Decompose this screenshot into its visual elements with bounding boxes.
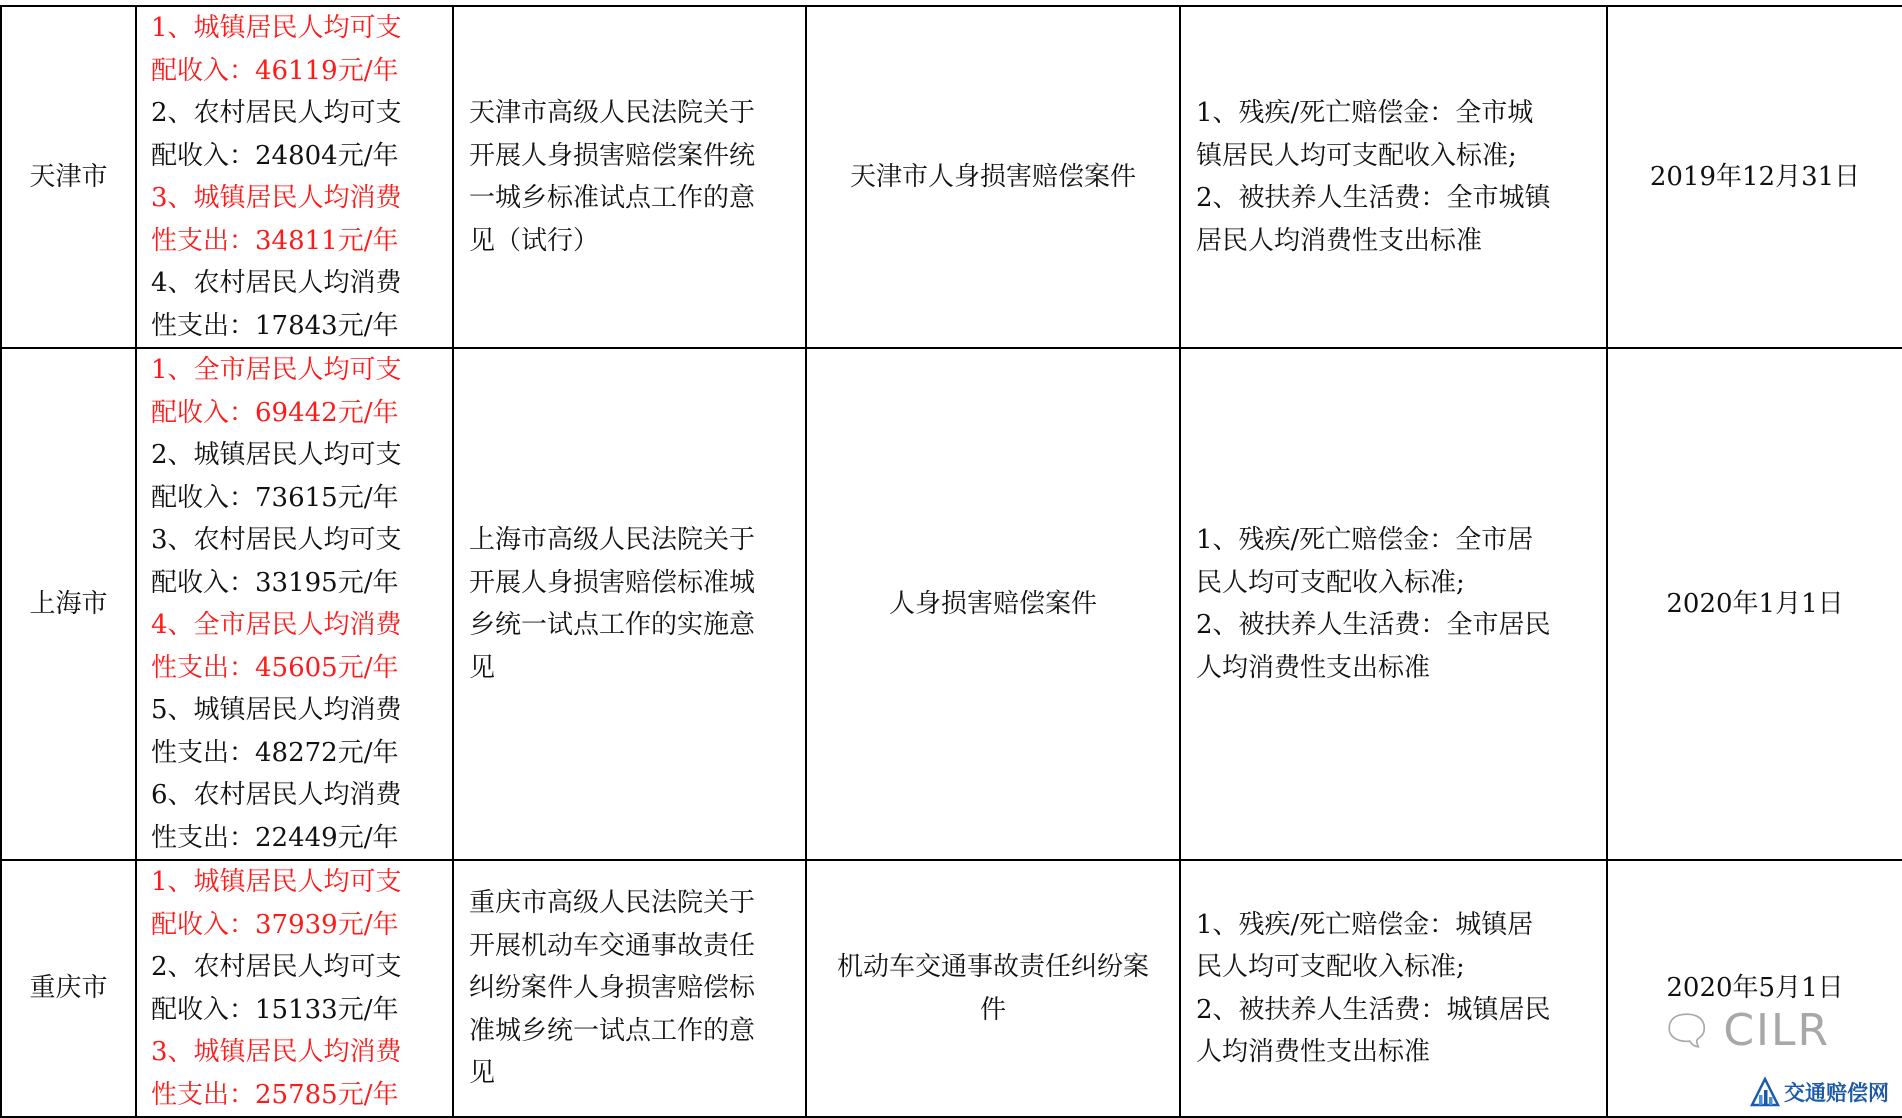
highlighted-stat-line: 4、全市居民人均消费 [151, 610, 402, 640]
stat-line: 配收入：33195元/年 [151, 567, 399, 598]
applicable-scope-cell [806, 860, 1180, 1117]
highlighted-stat-line: 性支出：45605元/年 [151, 652, 399, 683]
wechat-bubbles-icon: 🗨 [1660, 1005, 1714, 1055]
watermark-text: CILR [1723, 1005, 1831, 1056]
document-title-line: 天津市高级人民法院关于 [469, 98, 756, 128]
table-row [1, 860, 1902, 1117]
effective-date: 2020年5月1日 [1666, 973, 1844, 1004]
stat-line: 配收入：24804元/年 [151, 140, 399, 171]
standard-line: 居民人均消费性支出标准 [1196, 225, 1483, 256]
table-row [1, 348, 1902, 860]
stat-line: 性支出：48272元/年 [151, 737, 399, 768]
standard-line: 1、残疾/死亡赔偿金：全市居 [1196, 525, 1534, 555]
standard-line: 2、被扶养人生活费：全市城镇 [1196, 183, 1551, 213]
highlighted-stat-line: 性支出：25785元/年 [151, 1079, 399, 1110]
effective-date-cell [1607, 6, 1902, 348]
document-title-line: 上海市高级人民法院关于 [469, 525, 756, 555]
stat-line: 配收入：73615元/年 [151, 482, 399, 513]
site-logo-text: 交通赔偿网 [1784, 1081, 1889, 1105]
standard-line: 人均消费性支出标准 [1196, 1037, 1431, 1067]
effective-date: 2020年1月1日 [1666, 588, 1844, 619]
stat-line: 2、城镇居民人均可支 [151, 440, 402, 470]
effective-date: 2019年12月31日 [1649, 161, 1861, 192]
highlighted-stat-line: 1、城镇居民人均可支 [151, 867, 402, 897]
stat-line: 2、农村居民人均可支 [151, 952, 402, 982]
standard-line: 1、残疾/死亡赔偿金：城镇居 [1196, 909, 1534, 940]
document-title-line: 乡统一试点工作的实施意 [469, 610, 756, 640]
income-stats-cell [136, 348, 453, 860]
compensation-standards-table [0, 5, 1902, 1118]
document-title-line: 开展机动车交通事故责任 [469, 930, 756, 961]
document-title-line: 见 [469, 1058, 496, 1089]
document-title-line: 重庆市高级人民法院关于 [469, 888, 756, 919]
table-row [1, 6, 1902, 348]
scope-line: 机动车交通事故责任纠纷案 [836, 952, 1149, 982]
document-title-line: 开展人身损害赔偿标准城 [469, 567, 756, 598]
city-cell [1, 348, 136, 860]
highlighted-stat-line: 性支出：34811元/年 [151, 225, 399, 256]
highlighted-stat-line: 配收入：46119元/年 [151, 55, 399, 86]
document-title-line: 纠纷案件人身损害赔偿标 [469, 973, 756, 1004]
site-logo [1750, 1075, 1889, 1109]
city-name: 重庆市 [29, 973, 108, 1004]
applicable-scope-cell [806, 348, 1180, 860]
stat-line: 配收入：15133元/年 [151, 994, 399, 1025]
stat-line: 5、城镇居民人均消费 [151, 695, 402, 725]
effective-date-cell [1607, 348, 1902, 860]
watermark [1660, 1005, 1830, 1056]
document-title-line: 一城乡标准试点工作的意 [469, 183, 756, 213]
scope-line: 件 [979, 994, 1006, 1025]
city-name: 天津市 [29, 161, 108, 192]
table-body [1, 6, 1902, 1117]
stat-line: 4、农村居民人均消费 [151, 268, 402, 298]
policy-document-cell [453, 860, 806, 1117]
policy-document-cell [453, 348, 806, 860]
bar-chart-logo-icon [1750, 1075, 1780, 1109]
standard-line: 民人均可支配收入标准; [1196, 567, 1465, 598]
compensation-standard-cell [1180, 348, 1607, 860]
document-title-line: 见 [469, 652, 496, 683]
stat-line: 6、农村居民人均消费 [151, 780, 402, 810]
document-title-line: 开展人身损害赔偿案件统 [469, 140, 756, 171]
stat-line: 性支出：17843元/年 [151, 310, 399, 341]
scope-line: 人身损害赔偿案件 [888, 588, 1097, 619]
income-stats-cell [136, 6, 453, 348]
highlighted-stat-line: 3、城镇居民人均消费 [151, 1037, 402, 1067]
highlighted-stat-line: 配收入：69442元/年 [151, 397, 399, 428]
standard-line: 2、被扶养人生活费：城镇居民 [1196, 994, 1551, 1025]
document-title-line: 准城乡统一试点工作的意 [469, 1015, 756, 1046]
highlighted-stat-line: 1、城镇居民人均可支 [151, 13, 402, 43]
compensation-standard-cell [1180, 6, 1607, 348]
stat-line: 2、农村居民人均可支 [151, 98, 402, 128]
highlighted-stat-line: 3、城镇居民人均消费 [151, 183, 402, 213]
document-title-line: 见（试行） [469, 225, 600, 256]
standard-line: 2、被扶养人生活费：全市居民 [1196, 610, 1551, 640]
stat-line: 性支出：22449元/年 [151, 822, 399, 853]
compensation-standard-cell [1180, 860, 1607, 1117]
income-stats-cell [136, 860, 453, 1117]
highlighted-stat-line: 配收入：37939元/年 [151, 909, 399, 940]
standard-line: 镇居民人均可支配收入标准; [1196, 140, 1517, 171]
city-cell [1, 860, 136, 1117]
standard-line: 人均消费性支出标准 [1196, 652, 1431, 683]
highlighted-stat-line: 1、全市居民人均可支 [151, 355, 402, 385]
standard-line: 1、残疾/死亡赔偿金：全市城 [1196, 98, 1534, 128]
city-name: 上海市 [29, 588, 108, 619]
city-cell [1, 6, 136, 348]
standard-line: 民人均可支配收入标准; [1196, 952, 1465, 982]
stat-line: 3、农村居民人均可支 [151, 525, 402, 555]
scope-line: 天津市人身损害赔偿案件 [849, 161, 1136, 192]
policy-document-cell [453, 6, 806, 348]
applicable-scope-cell [806, 6, 1180, 348]
